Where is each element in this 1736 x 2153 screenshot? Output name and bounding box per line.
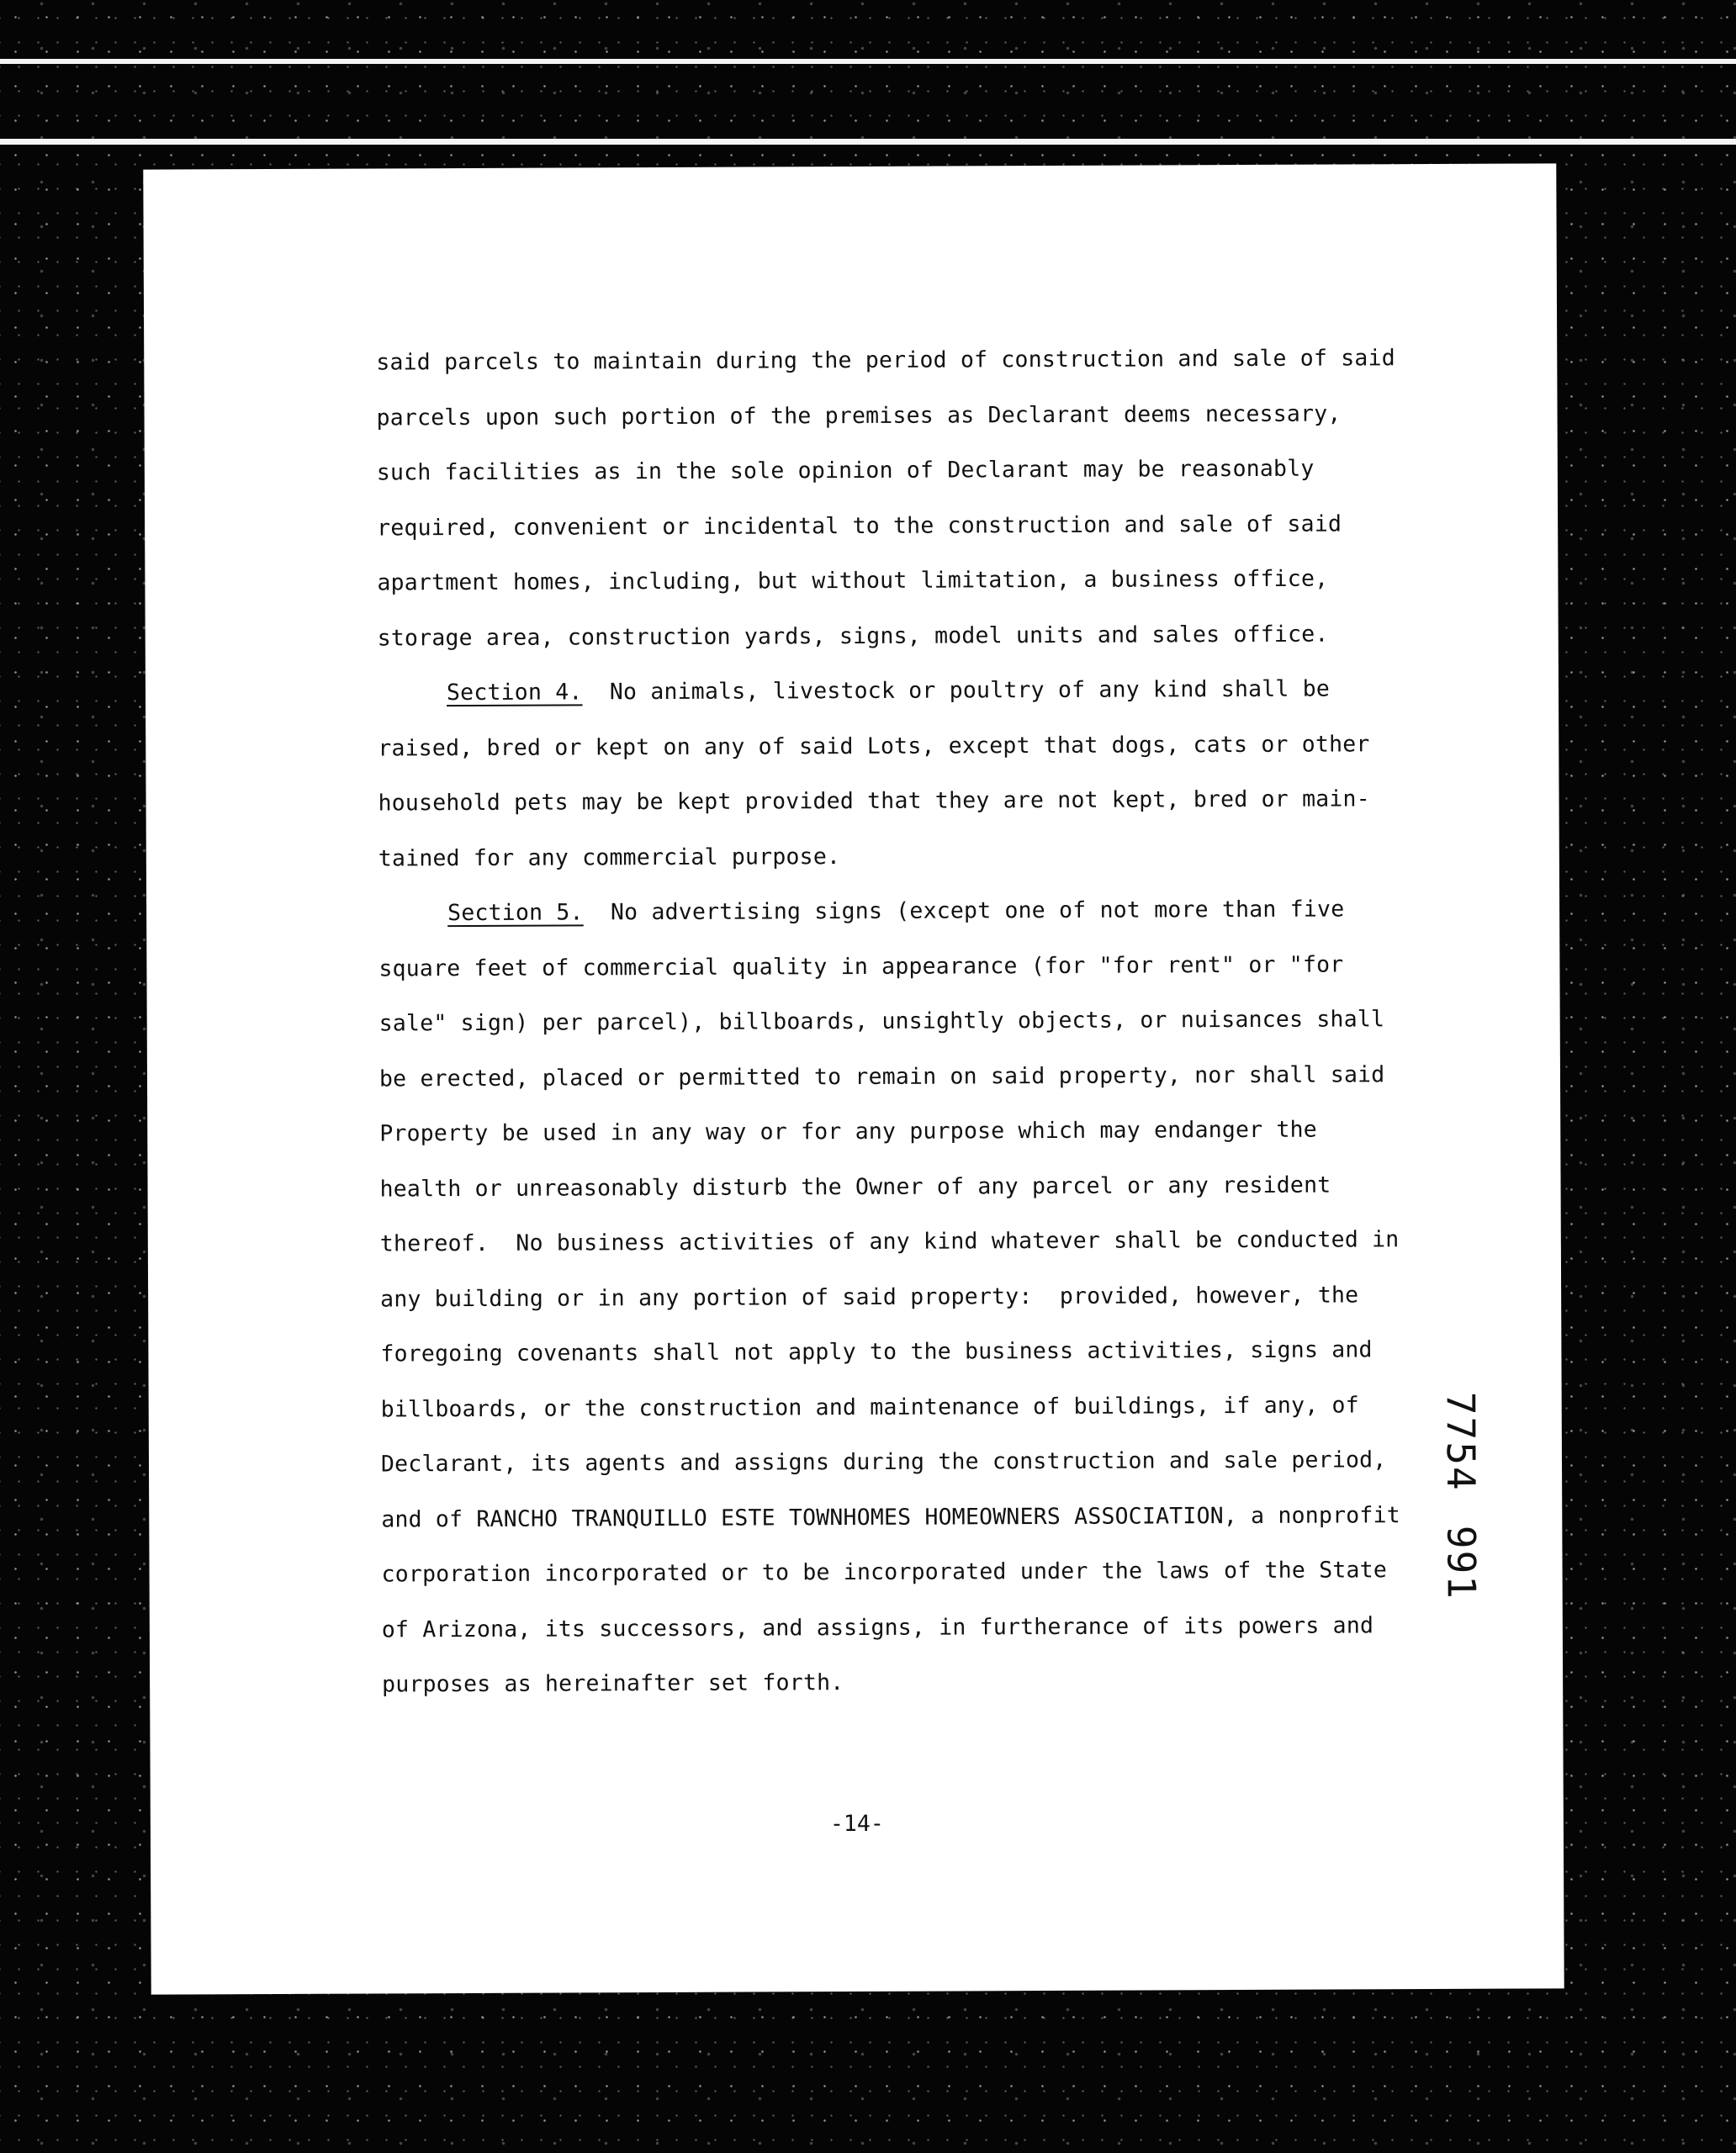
paragraph-line: apartment homes, including, but without limitation, a business office, [377, 565, 1329, 596]
section-5-line: sale" sign) per parcel), billboards, unsightly objects, or nuisances shall [378, 1006, 1385, 1037]
section-5-line: square feet of commercial quality in appearance (for "for rent" or "for [378, 950, 1344, 981]
section-5-line: billboards, or the construction and maintenance of buildings, if any, of [380, 1391, 1359, 1422]
paragraph-line: such facilities as in the sole opinion of Declarant may be reasonably [376, 455, 1315, 486]
page-number: -14- [829, 1810, 884, 1838]
recording-stamp [1427, 1392, 1495, 1644]
section-5-line: of Arizona, its successors, and assigns, in furtherance of its powers and [381, 1611, 1374, 1643]
film-edge-line-top [0, 59, 1736, 64]
section-5-line: any building or in any portion of said property: provided, however, the [380, 1281, 1359, 1312]
section-4-line: raised, bred or kept on any of said Lots, except that dogs, cats or other [378, 730, 1370, 761]
recording-page-number: 991 [1438, 1525, 1485, 1600]
section-4-line: household pets may be kept provided that they are not kept, bred or main- [378, 786, 1370, 817]
section-4-line: tained for any commercial purpose. [378, 843, 841, 871]
section-5-line: health or unreasonably disturb the Owner of any parcel or any resident [379, 1172, 1331, 1202]
paragraph-line: said parcels to maintain during the period of construction and sale of said [376, 345, 1395, 376]
section-5-line: foregoing covenants shall not apply to the business activities, signs and [380, 1336, 1373, 1367]
document-page [143, 163, 1564, 1994]
section-5-line: and of RANCHO TRANQUILLO ESTE TOWNHOMES HOMEOWNERS ASSOCIATION, a nonprofit [381, 1501, 1400, 1532]
section-5-line: Declarant, its agents and assigns during the construction and sale period, [380, 1447, 1387, 1478]
paragraph-line: parcels upon such portion of the premises as Declarant deems necessary, [376, 399, 1342, 431]
film-edge-line-second [0, 139, 1736, 145]
section-5-line: Property be used in any way or for any purpose which may endanger the [379, 1116, 1317, 1147]
paragraph-line: storage area, construction yards, signs, model units and sales office. [377, 621, 1329, 651]
section-4-first-text: No animals, livestock or poultry of any kind shall be [582, 675, 1331, 706]
body-text [376, 331, 1416, 1712]
section-4-heading: Section 4. [446, 679, 583, 706]
section-5-line: be erected, placed or permitted to remain on said property, nor shall said [378, 1061, 1385, 1092]
section-5-first-text: No advertising signs (except one of not more than five [583, 896, 1345, 926]
paragraph-line: required, convenient or incidental to the construction and sale of said [377, 510, 1342, 541]
section-5-line: purposes as hereinafter set forth. [382, 1669, 844, 1698]
section-4-first-line [378, 661, 1412, 721]
recording-docket-number: 7754 [1437, 1391, 1485, 1492]
section-5-first-line [378, 881, 1413, 941]
section-5-heading: Section 5. [447, 899, 584, 927]
section-5-line: thereof. No business activities of any kind whatever shall be conducted in [379, 1226, 1400, 1257]
section-5-line: corporation incorporated or to be incorporated under the laws of the State [381, 1557, 1388, 1588]
